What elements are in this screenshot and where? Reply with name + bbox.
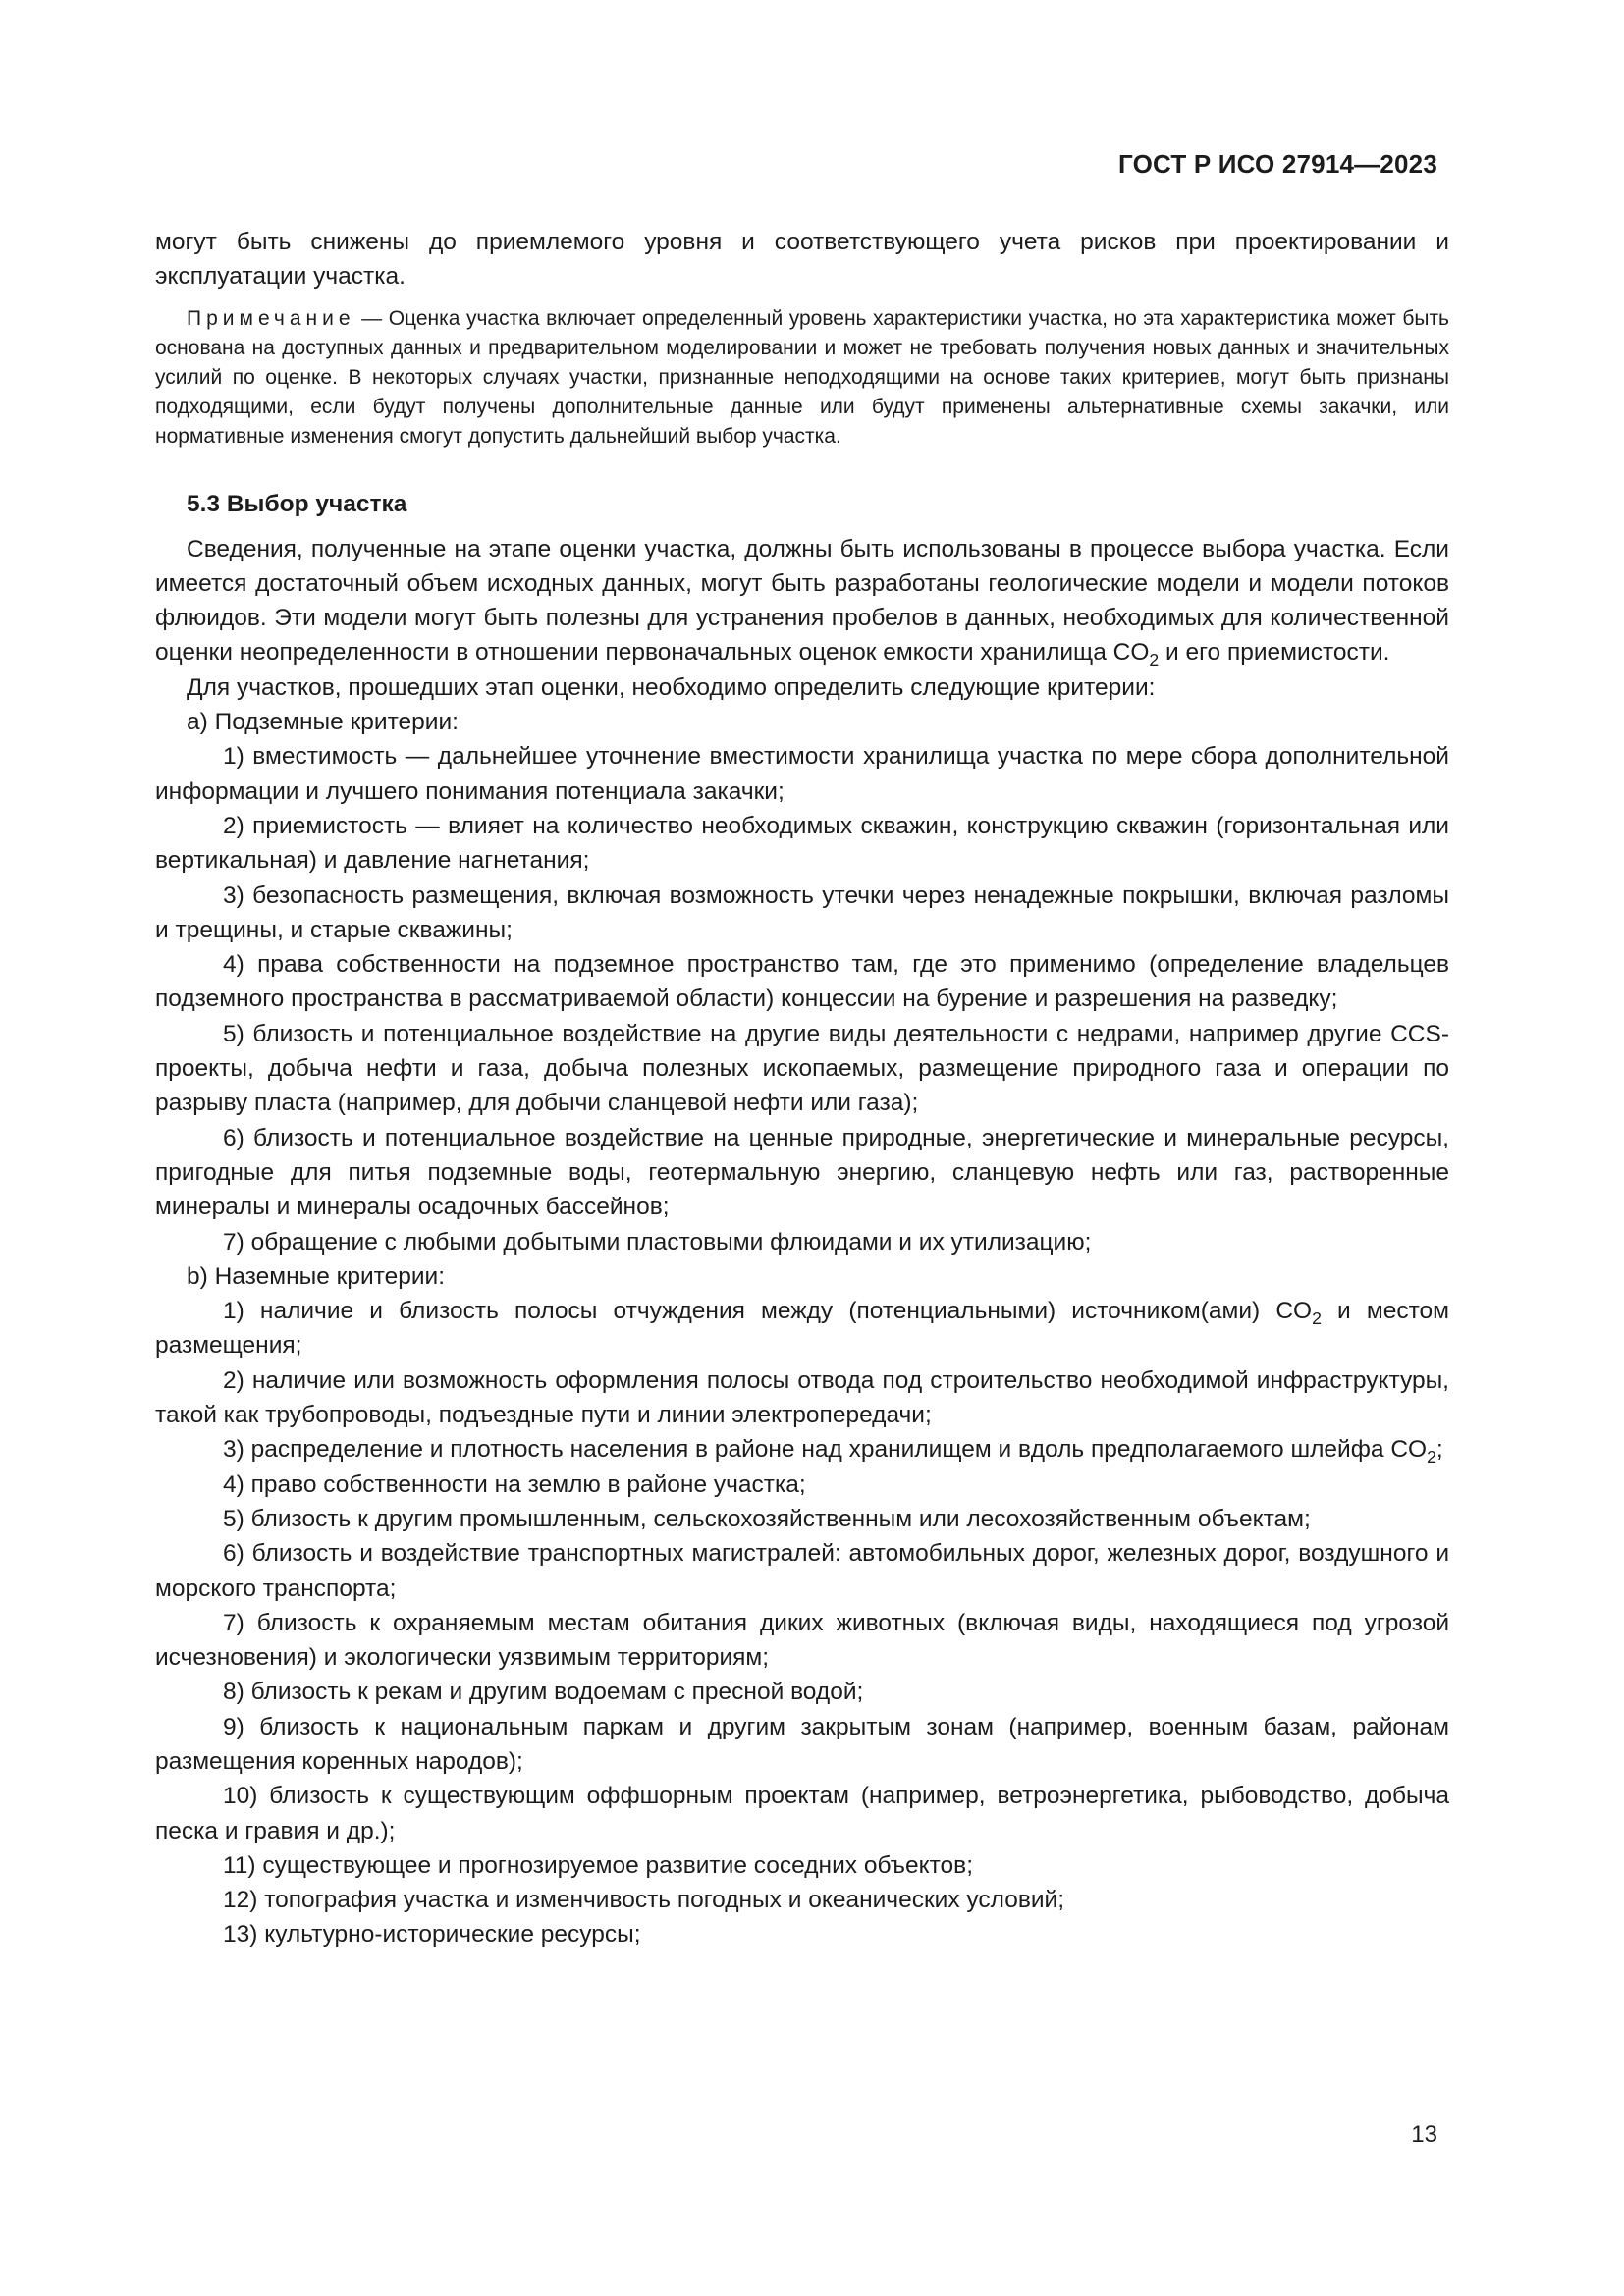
list-item: 6) близость и воздействие транспортных магистралей: автомобильных дорог, железных дорог, воздушного и морского транспорта; — [155, 1540, 1449, 1602]
paragraph-continuation: могут быть снижены до приемлемого уровня и соответствующего учета рисков при проектировании и эксплуатации участка. — [155, 229, 1449, 291]
list-item: 2) наличие или возможность оформления полосы отвода под строительство необходимой инфраструктуры, такой как трубопроводы, подъездные пути и линии электропередачи; — [155, 1366, 1449, 1429]
list-item — [155, 1294, 1449, 1363]
note — [155, 304, 1449, 452]
list-item — [155, 1432, 1449, 1467]
list-item-tail: и местом размещения; — [155, 1298, 1450, 1360]
list-item-text: 3) распределение и плотность населения в районе над хранилищем и вдоль предполагаемого шлейфа CO — [223, 1436, 1428, 1464]
list-item: 13) культурно-исторические ресурсы; — [223, 1921, 641, 1949]
subscript: 2 — [1149, 650, 1160, 670]
paragraph-intro-tail: и его приемистости. — [1159, 639, 1390, 667]
section-title: 5.3 Выбор участка — [187, 490, 407, 517]
list-item: 1) вместимость — дальнейшее уточнение вместимости хранилища участка по мере сбора дополнительной информации и лучшего понимания потенциала закачки; — [155, 743, 1449, 805]
list-item: 11) существующее и прогнозируемое развитие соседних объектов; — [223, 1851, 973, 1879]
list-item: 4) права собственности на подземное пространство там, где это применимо (определение владельцев подземного пространства в рассматриваемой области) концессии на бурение и разрешения на разведку; — [155, 951, 1449, 1013]
subscript: 2 — [1427, 1447, 1436, 1468]
list-item: 9) близость к национальным паркам и другим закрытым зонам (например, военным базам, районам размещения коренных народов); — [155, 1713, 1449, 1775]
note-label: Примечание — [187, 306, 355, 330]
list-item-text: 1) наличие и близость полосы отчуждения между (потенциальными) источником(ами) CO — [223, 1298, 1313, 1325]
list-a-label: а) Подземные критерии: — [187, 709, 459, 736]
list-item: 6) близость и потенциальное воздействие на ценные природные, энергетические и минеральные ресурсы, пригодные для питья подземные воды, геотермальную энергию, сланцевую нефть или газ, растворенные минералы и минералы осадочных бассейнов; — [155, 1124, 1449, 1221]
list-item: 7) обращение с любыми добытыми пластовыми флюидами и их утилизацию; — [223, 1228, 1092, 1255]
list-item: 5) близость к другим промышленным, сельскохозяйственным или лесохозяйственным объектам; — [223, 1505, 1311, 1532]
document-code: ГОСТ Р ИСО 27914—2023 — [1117, 149, 1437, 179]
list-item: 3) безопасность размещения, включая возможность утечки через ненадежные покрышки, включая разломы и трещины, и старые скважины; — [155, 881, 1449, 943]
list-item: 4) право собственности на землю в районе участка; — [223, 1470, 806, 1498]
list-item: 8) близость к рекам и другим водоемам с пресной водой; — [223, 1679, 864, 1706]
list-item: 5) близость и потенциальное воздействие на другие виды деятельности с недрами, например другие CCS-проекты, добыча нефти и газа, добыча полезных ископаемых, размещение природного газа и операции по разрыву пласта (например, для добычи сланцевой нефти или газа); — [155, 1020, 1449, 1117]
list-item: 12) топография участка и изменчивость погодных и океанических условий; — [223, 1887, 1065, 1914]
paragraph-intro-text: Сведения, полученные на этапе оценки участка, должны быть использованы в процессе выбора участка. Если имеется достаточный объем исходных данных, могут быть разработаны геологические модели и модели потоков флюидов. Эти модели могут быть полезны для устранения пробелов в данных, необходимых для количественной оценки неопределенности в отношении первоначальных оценок емкости хранилища CO — [155, 535, 1449, 667]
paragraph-intro — [155, 532, 1449, 670]
page-number: 13 — [1411, 2121, 1437, 2148]
note-text: — Оценка участка включает определенный уровень характеристики участка, но эта характеристика может быть основана на доступных данных и предварительном моделировании и может не требовать получения новых данных и значительных усилий по оценке. В некоторых случаях участки, признанные неподходящими на основе таких критериев, могут быть признаны подходящими, если будут получены дополнительные данные или будут применены альтернативные схемы закачки, или нормативные изменения смогут допустить дальнейший выбор участка. — [155, 306, 1449, 448]
list-item-tail: ; — [1435, 1436, 1443, 1464]
paragraph-criteria: Для участков, прошедших этап оценки, необходимо определить следующие критерии: — [187, 673, 1156, 701]
list-item: 10) близость к существующим оффшорным проектам (например, ветроэнергетика, рыбоводство, добыча песка и гравия и др.); — [155, 1783, 1449, 1844]
list-b-label: b) Наземные критерии: — [187, 1262, 446, 1290]
list-item: 7) близость к охраняемым местам обитания диких животных (включая виды, находящиеся под угрозой исчезновения) и экологически уязвимым территориям; — [155, 1609, 1449, 1672]
subscript: 2 — [1312, 1308, 1322, 1329]
list-item: 2) приемистость — влияет на количество необходимых скважин, конструкцию скважин (горизонтальная или вертикальная) и давление нагнетания; — [155, 812, 1449, 875]
document-body — [155, 225, 1449, 1952]
